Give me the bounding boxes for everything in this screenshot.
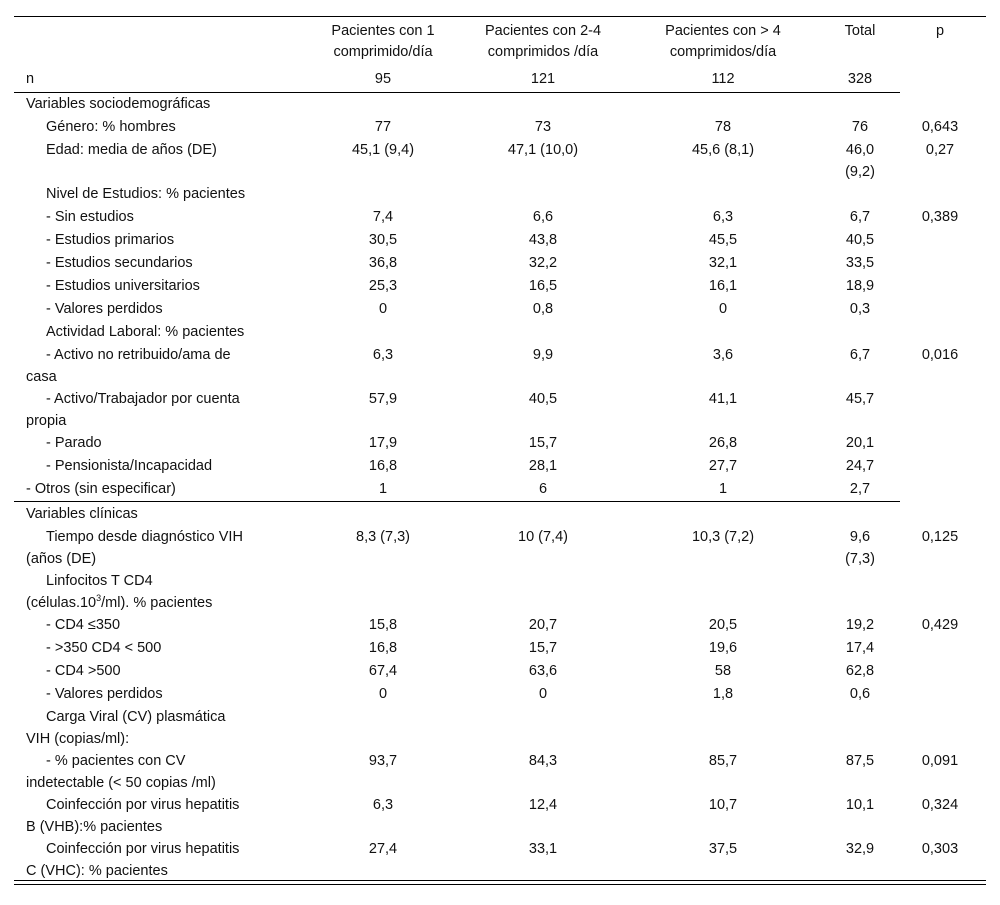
row-label: Tiempo desde diagnóstico VIH (años (DE) bbox=[26, 529, 243, 567]
cell-group2: 43,8 bbox=[528, 232, 558, 248]
header-p: p bbox=[935, 23, 945, 39]
cell-group3: 10,7 bbox=[708, 797, 738, 813]
cell-group1: 30,5 bbox=[368, 232, 398, 248]
cell-group3: 78 bbox=[714, 119, 732, 135]
cell-total: 24,7 bbox=[845, 458, 875, 474]
cell-group1: 0 bbox=[378, 686, 388, 702]
row-label: - Otros (sin especificar) bbox=[26, 481, 176, 497]
cell-group1: 25,3 bbox=[368, 278, 398, 294]
cell-group2: 28,1 bbox=[528, 458, 558, 474]
cell-group3: 16,1 bbox=[708, 278, 738, 294]
row-label: Coinfección por virus hepatitis B (VHB):% pacientes bbox=[26, 797, 240, 835]
cell-group2: 0 bbox=[538, 686, 548, 702]
cell-total: 46,0 (9,2) bbox=[845, 142, 875, 180]
cell-group3: 0 bbox=[718, 301, 728, 317]
row-label: - % pacientes con CV indetectable (< 50 copias /ml) bbox=[26, 753, 216, 791]
row-label: - Sin estudios bbox=[46, 209, 134, 225]
cell-group1: 16,8 bbox=[368, 458, 398, 474]
top-rule bbox=[14, 16, 986, 17]
cell-group2: 40,5 bbox=[528, 391, 558, 407]
cell-group2: 0,8 bbox=[532, 301, 554, 317]
row-label: Edad: media de años (DE) bbox=[46, 142, 217, 158]
header-group1-line1: Pacientes con 1 bbox=[331, 23, 435, 39]
n-label: n bbox=[26, 71, 35, 87]
header-group1-line2: comprimido/día bbox=[333, 44, 433, 60]
row-label: - Valores perdidos bbox=[46, 301, 163, 317]
cell-p: 0,091 bbox=[921, 753, 959, 769]
cell-group1: 6,3 bbox=[372, 797, 394, 813]
cell-group1: 17,9 bbox=[368, 435, 398, 451]
cell-group1: 1 bbox=[378, 481, 388, 497]
row-label: - Estudios primarios bbox=[46, 232, 175, 248]
header-group1 bbox=[298, 21, 468, 63]
row-label: - CD4 ≤350 bbox=[46, 617, 121, 633]
cell-p: 0,643 bbox=[921, 119, 959, 135]
cell-group2: 47,1 (10,0) bbox=[507, 142, 579, 158]
row-label: Variables sociodemográficas bbox=[26, 96, 211, 112]
cell-group3: 27,7 bbox=[708, 458, 738, 474]
header-group3-line1: Pacientes con > 4 bbox=[665, 23, 781, 39]
header-group3-line2: comprimidos/día bbox=[669, 44, 777, 60]
cell-group1: 6,3 bbox=[372, 347, 394, 363]
row-label: Coinfección por virus hepatitis C (VHC): % pacientes bbox=[26, 841, 240, 879]
row-label: - Activo no retribuido/ama de casa bbox=[26, 347, 231, 385]
cell-total: 19,2 bbox=[845, 617, 875, 633]
row-label: - Activo/Trabajador por cuenta propia bbox=[26, 391, 240, 429]
row-label: Carga Viral (CV) plasmática VIH (copias/ml): bbox=[26, 709, 226, 747]
cell-group1: 16,8 bbox=[368, 640, 398, 656]
cell-group2: 32,2 bbox=[528, 255, 558, 271]
cell-group2: 6 bbox=[538, 481, 548, 497]
row-label: Linfocitos T CD4 $(células.10^3/ml)$. % pacientes bbox=[26, 573, 213, 611]
row-label: Nivel de Estudios: % pacientes bbox=[46, 186, 246, 202]
cell-group3: 58 bbox=[714, 663, 732, 679]
cell-group2: 33,1 bbox=[528, 841, 558, 857]
cell-total: 0,3 bbox=[849, 301, 871, 317]
cell-group1: 36,8 bbox=[368, 255, 398, 271]
cell-total: 45,7 bbox=[845, 391, 875, 407]
n-total: 328 bbox=[847, 71, 873, 87]
cell-group3: 26,8 bbox=[708, 435, 738, 451]
cell-total: 17,4 bbox=[845, 640, 875, 656]
cell-group3: 1 bbox=[718, 481, 728, 497]
header-group2-line2: comprimidos /día bbox=[487, 44, 599, 60]
cell-group2: 15,7 bbox=[528, 640, 558, 656]
row-label: - CD4 >500 bbox=[46, 663, 121, 679]
cell-p: 0,429 bbox=[921, 617, 959, 633]
header-group2-line1: Pacientes con 2-4 bbox=[484, 23, 602, 39]
cell-total: 40,5 bbox=[845, 232, 875, 248]
header-total: Total bbox=[844, 23, 876, 39]
cell-group1: 27,4 bbox=[368, 841, 398, 857]
cell-group3: 85,7 bbox=[708, 753, 738, 769]
row-label: - Valores perdidos bbox=[46, 686, 163, 702]
cell-total: 20,1 bbox=[845, 435, 875, 451]
cell-total: 62,8 bbox=[845, 663, 875, 679]
bottom-rule-2 bbox=[14, 884, 986, 885]
row-label: - Estudios universitarios bbox=[46, 278, 200, 294]
n-group3: 112 bbox=[711, 71, 735, 87]
cell-group2: 63,6 bbox=[528, 663, 558, 679]
cell-group3: 19,6 bbox=[708, 640, 738, 656]
cell-p: 0,125 bbox=[921, 529, 959, 545]
cell-total: 33,5 bbox=[845, 255, 875, 271]
cell-group3: 10,3 (7,2) bbox=[691, 529, 755, 545]
cell-total: 18,9 bbox=[845, 278, 875, 294]
cell-group3: 3,6 bbox=[712, 347, 734, 363]
cell-group2: 9,9 bbox=[532, 347, 554, 363]
cell-total: 32,9 bbox=[845, 841, 875, 857]
cell-group2: 15,7 bbox=[528, 435, 558, 451]
row-label: - Estudios secundarios bbox=[46, 255, 193, 271]
row-label: - Pensionista/Incapacidad bbox=[46, 458, 213, 474]
cell-group3: 45,6 (8,1) bbox=[691, 142, 755, 158]
cell-group3: 37,5 bbox=[708, 841, 738, 857]
section-rule bbox=[14, 501, 900, 502]
cell-group1: 45,1 (9,4) bbox=[351, 142, 415, 158]
cell-group2: 12,4 bbox=[528, 797, 558, 813]
cell-total: 6,7 bbox=[849, 209, 871, 225]
cell-group1: 93,7 bbox=[368, 753, 398, 769]
cell-total: 9,6 (7,3) bbox=[845, 529, 875, 567]
row-label: Género: % hombres bbox=[46, 119, 176, 135]
cell-p: 0,324 bbox=[921, 797, 959, 813]
cell-group2: 20,7 bbox=[528, 617, 558, 633]
n-group2: 121 bbox=[530, 71, 556, 87]
cell-total: 76 bbox=[851, 119, 869, 135]
cell-total: 87,5 bbox=[845, 753, 875, 769]
cell-group3: 1,8 bbox=[712, 686, 734, 702]
cell-p: 0,27 bbox=[925, 142, 955, 158]
cell-p: 0,389 bbox=[921, 209, 959, 225]
row-label: - >350 CD4 < 500 bbox=[46, 640, 162, 656]
cell-group1: 0 bbox=[378, 301, 388, 317]
cell-group2: 84,3 bbox=[528, 753, 558, 769]
cell-group3: 45,5 bbox=[708, 232, 738, 248]
cell-group2: 6,6 bbox=[532, 209, 554, 225]
cell-total: 10,1 bbox=[845, 797, 875, 813]
cell-group3: 41,1 bbox=[708, 391, 738, 407]
cell-group2: 10 (7,4) bbox=[518, 529, 568, 545]
cell-group2: 73 bbox=[534, 119, 552, 135]
cell-group1: 67,4 bbox=[368, 663, 398, 679]
cell-total: 6,7 bbox=[849, 347, 871, 363]
row-label: - Parado bbox=[46, 435, 102, 451]
row-label: Variables clínicas bbox=[26, 506, 138, 522]
cell-total: 2,7 bbox=[849, 481, 871, 497]
cell-group1: 8,3 (7,3) bbox=[356, 529, 410, 545]
row-label: Actividad Laboral: % pacientes bbox=[46, 324, 245, 340]
cell-p: 0,016 bbox=[921, 347, 959, 363]
cell-group3: 6,3 bbox=[712, 209, 734, 225]
cell-total: 0,6 bbox=[849, 686, 871, 702]
cell-group3: 20,5 bbox=[708, 617, 738, 633]
cell-group1: 57,9 bbox=[368, 391, 398, 407]
cell-p: 0,303 bbox=[921, 841, 959, 857]
header-group3 bbox=[638, 21, 808, 63]
n-group1: 95 bbox=[374, 71, 392, 87]
cell-group3: 32,1 bbox=[708, 255, 738, 271]
header-group2 bbox=[458, 21, 628, 63]
cell-group2: 16,5 bbox=[528, 278, 558, 294]
cell-group1: 7,4 bbox=[372, 209, 394, 225]
cell-group1: 15,8 bbox=[368, 617, 398, 633]
cell-group1: 77 bbox=[374, 119, 392, 135]
